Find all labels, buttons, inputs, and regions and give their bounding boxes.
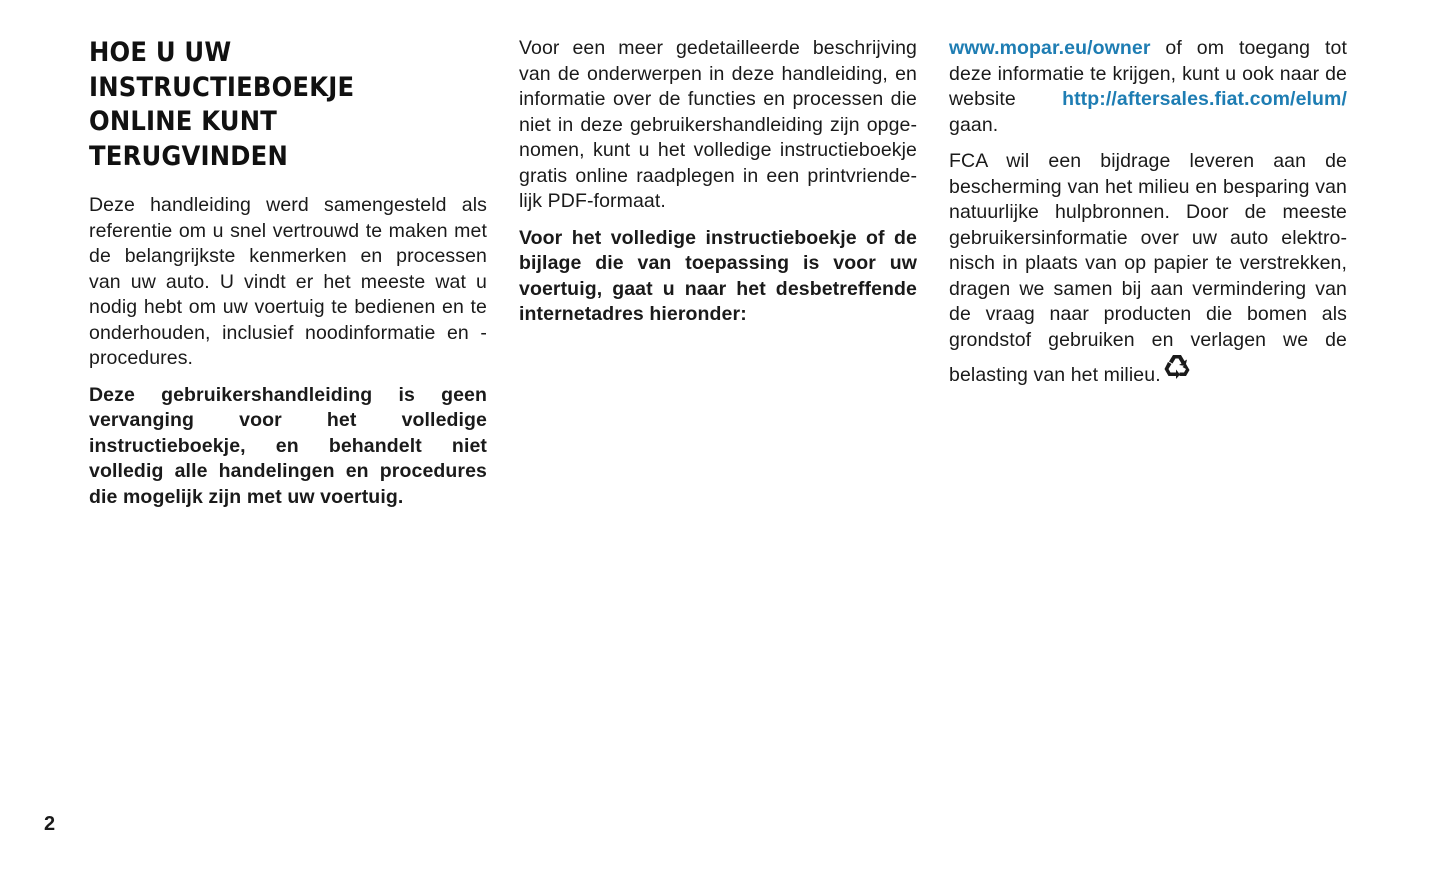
fiat-elum-link[interactable]: http://aftersales.fiat.com/elum/ [1062, 88, 1347, 110]
column-left [89, 36, 487, 521]
website-paragraph [949, 36, 1347, 138]
page-number: 2 [44, 813, 56, 835]
disclaimer-paragraph: Deze gebruikershandleiding is geen vervanging voor het volledige instructieboekje, en behandelt niet volledig alle handelingen en procedures die mogelijk zijn met uw voertuig. [89, 383, 487, 508]
column-right [949, 36, 1347, 400]
internet-address-paragraph: Voor het volledige instructieboekje of de bijlage die van toepassing is voor uw voertuig, gaat u naar het desbetreffende internetadres hieronder: [519, 226, 917, 325]
environment-paragraph [949, 149, 1347, 389]
mopar-owner-link[interactable]: www.mopar.eu/owner [949, 37, 1151, 59]
website-text-end: gaan. [949, 113, 999, 136]
recycle-icon [1162, 353, 1192, 379]
page-title: HOE U UW INSTRUCTIEBOEKJE ONLINE KUNT TERUGVINDEN [89, 37, 355, 172]
website-text: of om toegang tot deze informatie te krijgen, kunt u ook naar de website [949, 37, 1347, 110]
online-manual-paragraph: Voor een meer gedetailleerde beschrijving van de onderwerpen in deze handleiding, en informatie over de functies en processen die niet in deze gebruikershandleiding zijn opgenomen, kunt u het volledige instructieboekje gratis online raadplegen in een printvriendelijk PDF-formaat. [519, 37, 917, 212]
environment-text: FCA wil een bijdrage leveren aan de bescherming van het milieu en besparing van natuurlijke hulpbronnen. Door de meeste gebruikersinformatie over uw auto elektronisch in plaats van op papier te verstrekken, dragen we samen bij aan vermindering van de vraag naar producten die bomen als grondstof gebruiken en verlagen we de belasting van het milieu. [949, 150, 1347, 386]
intro-paragraph: Deze handleiding werd samengesteld als referentie om u snel vertrouwd te maken met de belangrijkste kenmerken en processen van uw auto. U vindt er het meeste wat u nodig hebt om uw voertuig te bedienen en te onderhouden, inclusief noodinformatie en -procedures. [89, 194, 487, 369]
column-middle [519, 36, 917, 339]
